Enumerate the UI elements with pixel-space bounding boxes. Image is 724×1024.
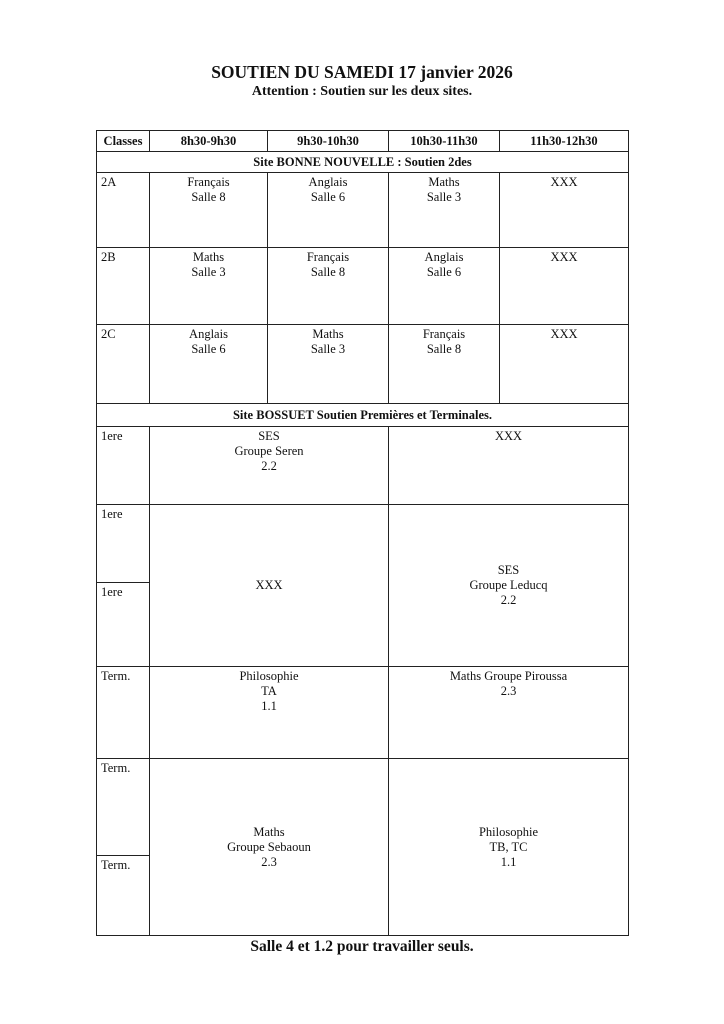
room: Salle 8	[426, 342, 462, 356]
subject: Anglais	[308, 175, 348, 189]
session-cell	[389, 173, 500, 248]
session-cell	[389, 505, 629, 667]
room: Salle 6	[426, 265, 462, 279]
schedule-table	[96, 130, 629, 936]
session-cell	[268, 325, 389, 404]
session-cell: XXX	[500, 248, 629, 325]
table-header-row	[97, 131, 629, 152]
room: Salle 6	[310, 190, 346, 204]
class-label: 1ere	[97, 583, 150, 667]
section-title: Site BONNE NOUVELLE : Soutien 2des	[97, 152, 629, 173]
room: 2.3	[261, 854, 277, 869]
class-label: Term.	[97, 856, 150, 936]
column-header: Classes	[97, 131, 150, 152]
table-row	[97, 759, 629, 856]
section-header-row	[97, 152, 629, 173]
session-cell	[150, 667, 389, 759]
subject: Anglais	[424, 250, 464, 264]
session-cell	[389, 248, 500, 325]
column-header: 8h30-9h30	[150, 131, 268, 152]
page-subtitle: Attention : Soutien sur les deux sites.	[251, 84, 473, 99]
session-cell	[268, 248, 389, 325]
subject: SES	[258, 429, 280, 443]
session-cell: XXX	[150, 505, 389, 667]
room: Salle 3	[191, 265, 226, 279]
session-cell	[150, 759, 389, 936]
subject: Philosophie	[239, 669, 299, 683]
section-header-row	[97, 404, 629, 427]
table-row	[97, 173, 629, 248]
subject: Maths Groupe Piroussa	[449, 669, 568, 683]
section-title: Site BOSSUET Soutien Premières et Terminales.	[97, 404, 629, 427]
subject: Maths	[253, 824, 285, 839]
subject: Français	[306, 250, 350, 264]
class-label: 2C	[97, 325, 150, 404]
session-cell	[150, 325, 268, 404]
session-cell	[150, 173, 268, 248]
subject: Maths	[192, 250, 225, 264]
room: Salle 3	[426, 190, 462, 204]
group: TB, TC	[489, 839, 528, 854]
class-label: 2B	[97, 248, 150, 325]
room: 2.3	[500, 684, 517, 698]
session-cell	[150, 427, 389, 505]
room: 1.1	[261, 699, 277, 713]
room: 2.2	[500, 593, 517, 607]
subject: Philosophie	[478, 824, 539, 839]
group: TA	[261, 684, 277, 698]
column-header: 10h30-11h30	[389, 131, 500, 152]
table-row	[97, 667, 629, 759]
room: Salle 3	[310, 342, 346, 356]
session-cell: XXX	[500, 325, 629, 404]
group: Groupe Seren	[234, 444, 304, 458]
room: Salle 8	[191, 190, 226, 204]
subject: Anglais	[189, 327, 228, 341]
class-label: Term.	[97, 667, 150, 759]
room: Salle 8	[310, 265, 346, 279]
room: Salle 6	[191, 342, 226, 356]
column-header: 11h30-12h30	[500, 131, 629, 152]
subject: SES	[497, 563, 520, 577]
session-cell: XXX	[389, 427, 629, 505]
room: 2.2	[261, 459, 277, 473]
class-label: 2A	[97, 173, 150, 248]
table-row	[97, 325, 629, 404]
session-cell	[389, 759, 629, 936]
session-cell	[389, 667, 629, 759]
group: Groupe Sebaoun	[227, 839, 311, 854]
subject: Français	[187, 175, 230, 189]
session-cell	[268, 173, 389, 248]
column-header: 9h30-10h30	[268, 131, 389, 152]
session-cell	[150, 248, 268, 325]
subject: Français	[422, 327, 466, 341]
class-label: Term.	[97, 759, 150, 856]
session-cell	[389, 325, 500, 404]
group: Groupe Leducq	[469, 578, 548, 592]
footer-note: Salle 4 et 1.2 pour travailler seuls.	[250, 938, 474, 955]
class-label: 1ere	[97, 505, 150, 583]
page-title: SOUTIEN DU SAMEDI 17 janvier 2026	[211, 62, 513, 82]
subject: Maths	[428, 175, 460, 189]
table-row	[97, 505, 629, 583]
table-row	[97, 427, 629, 505]
room: 1.1	[500, 854, 517, 869]
table-row	[97, 248, 629, 325]
session-cell: XXX	[500, 173, 629, 248]
class-label: 1ere	[97, 427, 150, 505]
subject: Maths	[312, 327, 344, 341]
